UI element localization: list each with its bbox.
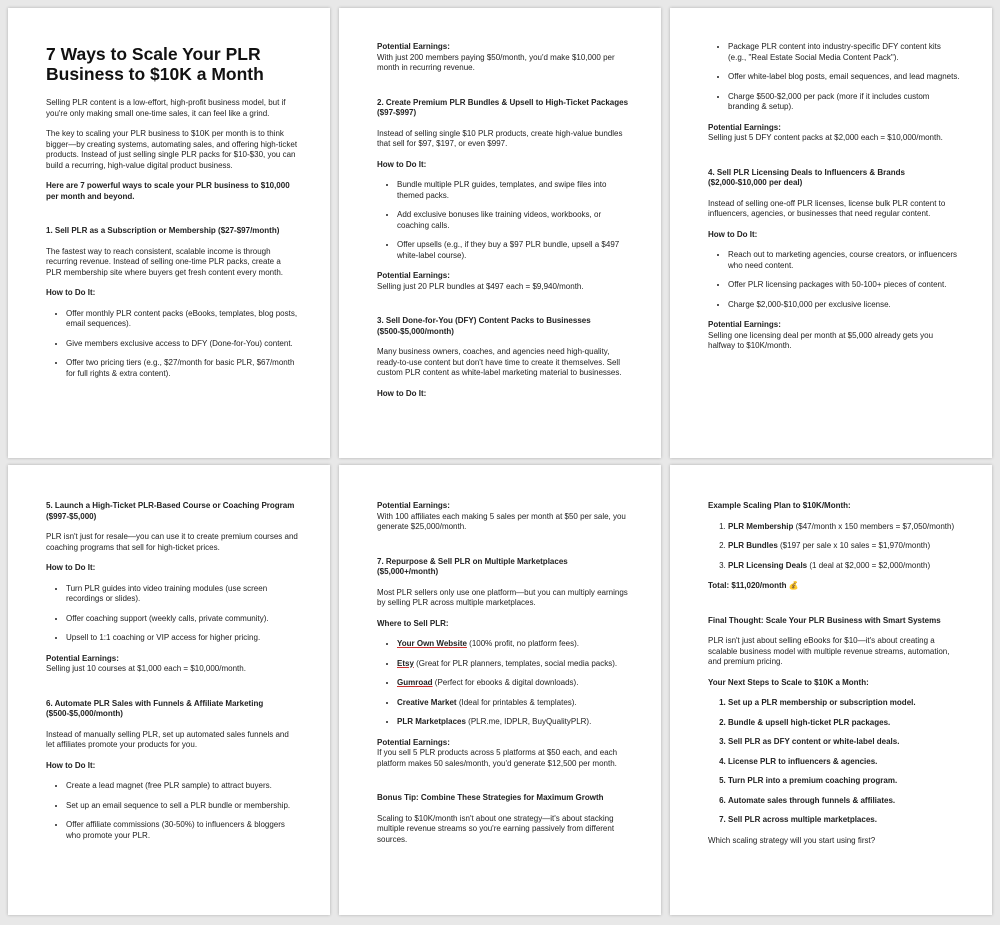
- list-item: 7. Sell PLR across multiple marketplaces.: [728, 815, 960, 826]
- potential-earnings-text: Selling just 20 PLR bundles at $497 each = $9,940/month.: [377, 281, 584, 291]
- section-1-list: [46, 309, 298, 380]
- section-6-list: [46, 781, 298, 841]
- section-body-6: Instead of manually selling PLR, set up automated sales funnels and let affiliates promote your products for you.: [46, 729, 289, 749]
- document-page-5: [339, 465, 661, 915]
- marketplace-name: Your Own Website: [397, 639, 467, 648]
- plan-item-desc: ($47/month x 150 members = $7,050/month): [795, 521, 955, 531]
- section-body-7: Most PLR sellers only use one platform—but you can multiply earnings by selling PLR across multiple marketplaces.: [377, 587, 628, 607]
- how-to-label: How to Do It:: [377, 159, 427, 169]
- marketplace-desc: (100% profit, no platform fees).: [469, 639, 579, 648]
- how-to-label: How to Do It:: [708, 229, 758, 239]
- list-item: • Charge $2,000-$10,000 per exclusive license.: [728, 300, 960, 311]
- potential-earnings-text: Selling just 5 DFY content packs at $2,000 each = $10,000/month.: [708, 133, 943, 142]
- plan-item-name: PLR Bundles: [728, 541, 778, 550]
- list-item: 4. License PLR to influencers & agencies.: [728, 757, 960, 768]
- section-heading-4: 4. Sell PLR Licensing Deals to Influencers & Brands ($2,000-$10,000 per deal): [708, 167, 905, 187]
- how-to-label: How to Do It:: [46, 760, 96, 770]
- intro-paragraph-1: Selling PLR content is a low-effort, high-profit business model, but if you're only making small one-time sales, it can feel like a grind.: [46, 98, 286, 118]
- how-to-label: How to Do It:: [377, 388, 427, 398]
- intro-paragraph-3: Here are 7 powerful ways to scale your PLR business to $10,000 per month and beyond.: [46, 181, 290, 201]
- list-item: [397, 678, 629, 689]
- list-item: • Package PLR content into industry-specific DFY content kits (e.g., "Real Estate Social Media Content Pack").: [728, 42, 960, 63]
- scaling-plan-heading: Example Scaling Plan to $10K/Month:: [708, 501, 851, 510]
- marketplace-name: Etsy: [397, 658, 414, 668]
- potential-earnings-label: Potential Earnings:: [46, 653, 119, 663]
- list-item: • Offer two pricing tiers (e.g., $27/month for basic PLR, $67/month for full rights & extra content).: [66, 358, 298, 379]
- potential-earnings-label: Potential Earnings:: [377, 737, 450, 747]
- document-title: 7 Ways to Scale Your PLR Business to $10K a Month: [46, 44, 264, 84]
- list-item: • Offer monthly PLR content packs (eBooks, templates, blog posts, email sequences).: [66, 309, 298, 330]
- marketplace-list: [377, 639, 629, 728]
- potential-earnings-label: Potential Earnings:: [708, 122, 781, 132]
- section-heading-2: 2. Create Premium PLR Bundles & Upsell to High-Ticket Packages ($97-$997): [377, 97, 629, 117]
- potential-earnings-text: If you sell 5 PLR products across 5 platforms at $50 each, and each platform makes 50 sales/month, you'd generate $12,500 per month.: [377, 748, 618, 768]
- list-item: • Charge $500-$2,000 per pack (more if it includes custom branding & setup).: [728, 92, 960, 113]
- marketplace-name: Creative Market: [397, 697, 457, 707]
- section-heading-6: 6. Automate PLR Sales with Funnels & Affiliate Marketing ($500-$5,000/month): [46, 698, 264, 718]
- document-page-2: [339, 8, 661, 458]
- list-item: 6. Automate sales through funnels & affiliates.: [728, 796, 960, 807]
- potential-earnings-label: Potential Earnings:: [377, 501, 450, 510]
- potential-earnings-text: With 100 affiliates each making 5 sales per month at $50 per sale, you generate $25,000/month.: [377, 511, 626, 531]
- document-page-6: [670, 465, 992, 915]
- list-item: [728, 561, 960, 572]
- section-heading-7: 7. Repurpose & Sell PLR on Multiple Marketplaces ($5,000+/month): [377, 556, 568, 576]
- list-item: [397, 639, 629, 650]
- plan-item-name: PLR Membership: [728, 521, 794, 531]
- how-to-label: How to Do It:: [46, 288, 96, 297]
- section-body-1: The fastest way to reach consistent, scalable income is through recurring revenue. Instead of selling one-time PLR packs, create a PLR membership site where buyers get fresh content every month.: [46, 246, 283, 277]
- list-item: 1. Set up a PLR membership or subscription model.: [728, 698, 960, 709]
- list-item: • Create a lead magnet (free PLR sample) to attract buyers.: [66, 781, 298, 792]
- section-body-5: PLR isn't just for resale—you can use it to create premium courses and coaching programs that sell for high-ticket prices.: [46, 532, 298, 552]
- list-item: 3. Sell PLR as DFY content or white-label deals.: [728, 737, 960, 748]
- marketplace-desc: (PLR.me, IDPLR, BuyQualityPLR).: [468, 717, 592, 726]
- list-item: • Bundle multiple PLR guides, templates, and swipe files into themed packs.: [397, 180, 629, 201]
- marketplace-name: Gumroad: [397, 678, 433, 687]
- plan-item-desc: ($197 per sale x 10 sales = $1,970/month): [780, 541, 931, 550]
- section-body-3: Many business owners, coaches, and agencies need high-quality, ready-to-use content but don't have time to create it themselves. Sell custom PLR content as white-label marketing material to businesses.: [377, 347, 622, 377]
- marketplace-name: PLR Marketplaces: [397, 717, 466, 726]
- list-item: 2. Bundle & upsell high-ticket PLR packages.: [728, 718, 960, 729]
- final-thought-heading: Final Thought: Scale Your PLR Business with Smart Systems: [708, 615, 941, 625]
- potential-earnings-label: Potential Earnings:: [377, 42, 450, 51]
- marketplace-desc: (Great for PLR planners, templates, social media packs).: [416, 658, 618, 668]
- list-item: 5. Turn PLR into a premium coaching program.: [728, 776, 960, 787]
- marketplace-desc: (Perfect for ebooks & digital downloads).: [434, 678, 579, 687]
- section-5-list: [46, 584, 298, 644]
- list-item: • Upsell to 1:1 coaching or VIP access for higher pricing.: [66, 633, 298, 644]
- section-2-list: [377, 180, 629, 261]
- list-item: [397, 698, 629, 709]
- document-page-1: [8, 8, 330, 458]
- list-item: [397, 659, 629, 670]
- plan-item-desc: (1 deal at $2,000 = $2,000/month): [809, 560, 931, 570]
- closing-question: Which scaling strategy will you start using first?: [708, 835, 876, 845]
- potential-earnings-label: Potential Earnings:: [708, 320, 781, 329]
- potential-earnings-text: With just 200 members paying $50/month, you'd make $10,000 per month in recurring revenue.: [377, 52, 615, 72]
- final-thought-body: PLR isn't just about selling eBooks for $10—it's about creating a scalable business model with multiple revenue streams, automation, and premium pricing.: [708, 636, 950, 666]
- list-item: • Turn PLR guides into video training modules (use screen recordings or slides).: [66, 584, 298, 605]
- section-body-2: Instead of selling single $10 PLR products, create high-value bundles that sell for $97, $197, or even $997.: [377, 128, 623, 148]
- list-item: [728, 541, 960, 552]
- list-item: • Offer affiliate commissions (30-50%) to influencers & bloggers who promote your PLR.: [66, 820, 298, 841]
- bonus-tip-body: Scaling to $10K/month isn't about one strategy—it's about stacking multiple revenue streams so you're earning passively from different sources.: [377, 813, 615, 844]
- plan-item-name: PLR Licensing Deals: [728, 560, 808, 570]
- document-page-4: [8, 465, 330, 915]
- list-item: • Add exclusive bonuses like training videos, workbooks, or coaching calls.: [397, 210, 629, 231]
- where-to-sell-label: Where to Sell PLR:: [377, 618, 449, 628]
- list-item: • Offer PLR licensing packages with 50-100+ pieces of content.: [728, 280, 960, 291]
- document-page-3: [670, 8, 992, 458]
- section-heading-5: 5. Launch a High-Ticket PLR-Based Course or Coaching Program ($997-$5,000): [46, 501, 295, 521]
- marketplace-desc: (Ideal for printables & templates).: [458, 697, 577, 707]
- plan-total: Total: $11,020/month 💰: [708, 581, 799, 590]
- next-steps-list: [708, 698, 960, 826]
- section-3-list: [708, 42, 960, 113]
- scaling-plan-list: [708, 522, 960, 572]
- list-item: • Offer coaching support (weekly calls, private community).: [66, 614, 298, 625]
- section-heading-1: 1. Sell PLR as a Subscription or Membership ($27-$97/month): [46, 226, 280, 235]
- how-to-label: How to Do It:: [46, 563, 96, 572]
- potential-earnings-text: Selling just 10 courses at $1,000 each = $10,000/month.: [46, 664, 246, 673]
- list-item: [728, 522, 960, 533]
- list-item: • Give members exclusive access to DFY (Done-for-You) content.: [66, 339, 298, 350]
- intro-paragraph-2: The key to scaling your PLR business to $10K per month is to think bigger—by creating systems, automating sales, and offering high-ticket products. Instead of just selling single PLR packs for $10-$30, you can build a recurring, high-value digital product business.: [46, 129, 298, 170]
- list-item: • Reach out to marketing agencies, course creators, or influencers who need content.: [728, 250, 960, 271]
- potential-earnings-label: Potential Earnings:: [377, 271, 450, 280]
- bonus-tip-heading: Bonus Tip: Combine These Strategies for Maximum Growth: [377, 793, 604, 802]
- section-body-4: Instead of selling one-off PLR licenses, license bulk PLR content to influencers, agencies, or businesses that need regular content.: [708, 198, 946, 218]
- list-item: • Offer upsells (e.g., if they buy a $97 PLR bundle, upsell a $497 white-label course).: [397, 240, 629, 261]
- section-heading-3: 3. Sell Done-for-You (DFY) Content Packs to Businesses ($500-$5,000/month): [377, 316, 591, 336]
- potential-earnings-text: Selling one licensing deal per month at $5,000 already gets you halfway to $10K/month.: [708, 330, 934, 350]
- list-item: • Set up an email sequence to sell a PLR bundle or membership.: [66, 801, 298, 812]
- list-item: • Offer white-label blog posts, email sequences, and lead magnets.: [728, 72, 960, 83]
- next-steps-heading: Your Next Steps to Scale to $10K a Month:: [708, 677, 869, 687]
- list-item: [397, 717, 629, 728]
- section-4-list: [708, 250, 960, 310]
